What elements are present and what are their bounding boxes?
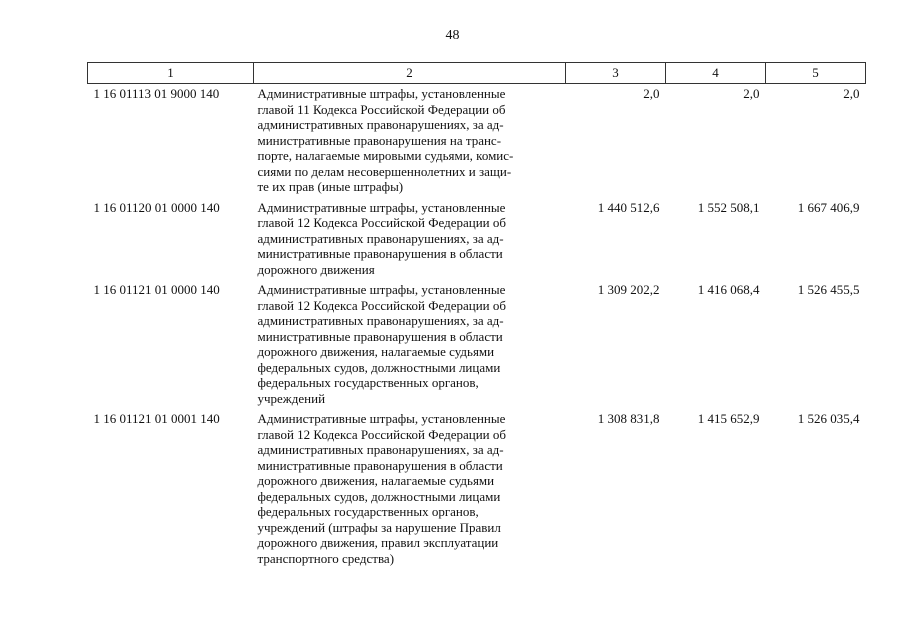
description-line: административных правонарушениях, за ад- [257,117,504,132]
description-line: учреждений [257,390,326,406]
header-row [88,63,866,84]
revenue-description [254,409,566,569]
description-line: министративные правонарушения в области [257,246,503,261]
amount-col-5: 2,0 [843,86,860,101]
budget-code: 1 16 01113 01 9000 140 [93,86,220,101]
description-line: Административные штрафы, установленные [257,86,506,101]
description-line: транспортного средства) [257,550,395,566]
revenue-description [254,280,566,409]
description-line: дорожного движения, налагаемые судьями [257,473,495,488]
description-line: федеральных государственных органов, [257,504,479,519]
budget-code: 1 16 01121 01 0000 140 [93,282,220,297]
description-line: дорожного движения, правил эксплуатации [257,535,499,550]
description-line: министративные правонарушения на транс- [257,132,502,148]
revenue-description [254,84,566,198]
budget-code: 1 16 01120 01 0000 140 [93,199,220,215]
description-line: порте, налагаемые мировыми судьями, комис- [257,148,514,163]
description-line: Административные штрафы, установленные [257,411,506,426]
description-line: министративные правонарушения в области [257,457,503,473]
header-col-1: 1 [88,63,254,84]
description-line: административных правонарушениях, за ад- [257,313,504,328]
header-col-2: 2 [254,63,566,84]
amount-col-5: 1 667 406,9 [797,199,860,215]
budget-table [87,62,866,569]
amount-col-4: 2,0 [743,86,760,101]
table-row [88,280,866,409]
description-line: главой 12 Кодекса Российской Федерации об [257,215,506,230]
amount-col-4: 1 415 652,9 [697,411,760,426]
description-line: те их прав (иные штрафы) [257,179,404,194]
description-line: дорожного движения, налагаемые судьями [257,344,495,359]
description-line: административных правонарушениях, за ад- [257,442,504,457]
amount-col-3: 2,0 [643,86,660,101]
description-line: федеральных судов, должностными лицами [257,488,501,504]
description-line: федеральных государственных органов, [257,375,479,390]
table-body [88,84,866,570]
description-line: Административные штрафы, установленные [257,282,506,297]
table-row [88,198,866,281]
budget-code: 1 16 01121 01 0001 140 [93,411,220,426]
amount-col-3: 1 309 202,2 [597,282,660,297]
amount-col-3: 1 440 512,6 [597,199,660,215]
amount-col-5: 1 526 455,5 [797,282,860,297]
description-line: дорожного движения [257,261,375,277]
description-line: сиями по делам несовершеннолетних и защи- [257,163,512,179]
header-col-3: 3 [566,63,666,84]
table-row [88,409,866,569]
page-number: 48 [445,28,460,43]
description-line: главой 12 Кодекса Российской Федерации об [257,426,506,442]
description-line: федеральных судов, должностными лицами [257,359,501,375]
description-line: Административные штрафы, установленные [257,199,506,215]
description-line: административных правонарушениях, за ад- [257,230,504,246]
description-line: главой 12 Кодекса Российской Федерации об [257,297,506,313]
header-col-5: 5 [766,63,866,84]
amount-col-3: 1 308 831,8 [597,411,660,426]
amount-col-4: 1 552 508,1 [697,199,760,215]
revenue-description [254,198,566,281]
header-col-4: 4 [666,63,766,84]
amount-col-4: 1 416 068,4 [697,282,760,297]
description-line: главой 11 Кодекса Российской Федерации об [257,101,506,117]
table-row [88,84,866,198]
description-line: учреждений (штрафы за нарушение Правил [257,519,501,535]
amount-col-5: 1 526 035,4 [797,411,860,426]
description-line: министративные правонарушения в области [257,328,503,344]
